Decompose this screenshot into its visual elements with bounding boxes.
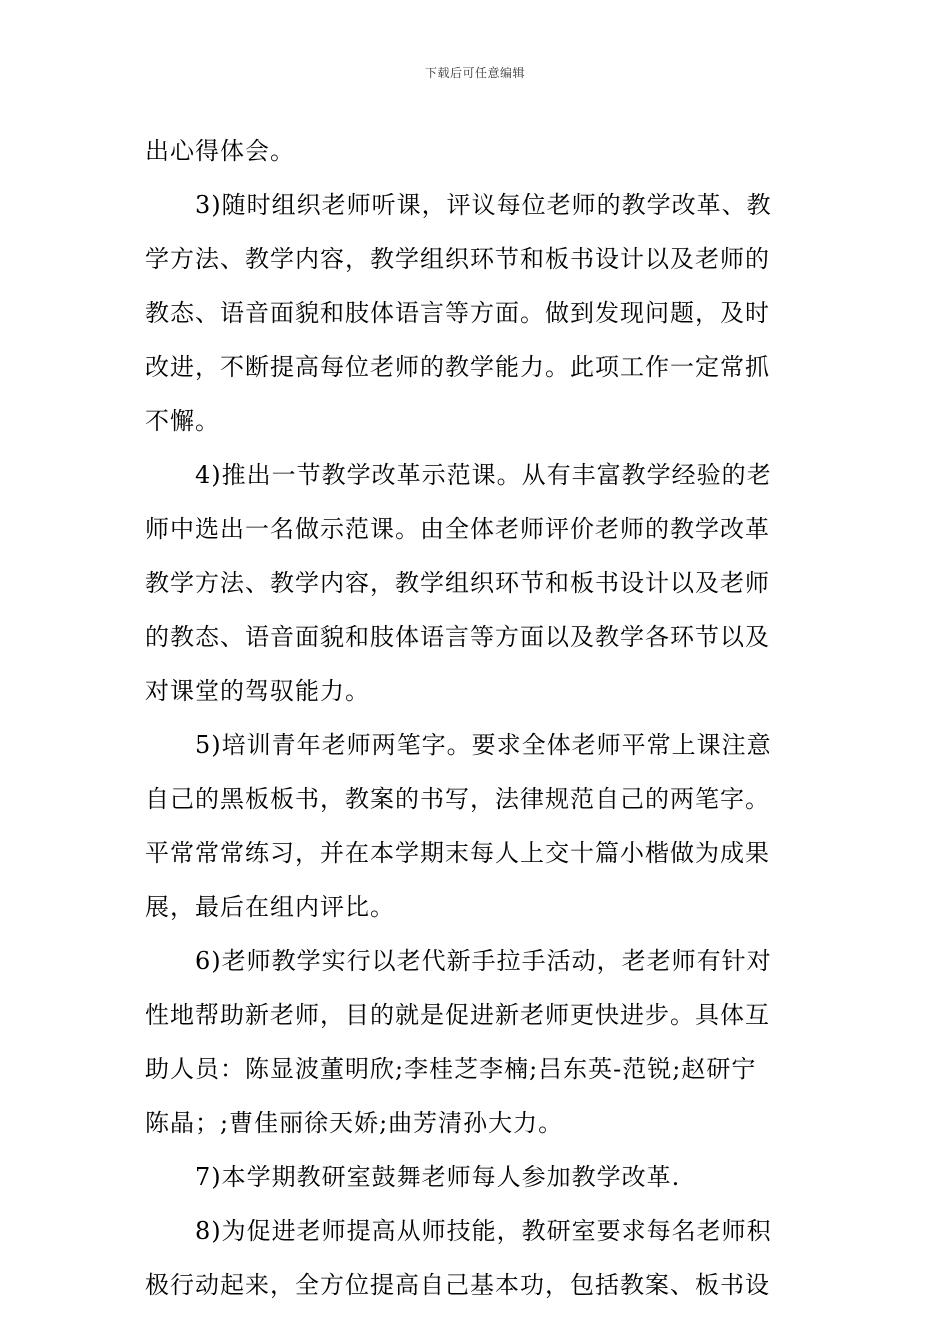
text-line: 不懈。 <box>145 407 220 435</box>
text-line: 对课堂的驾驭能力。 <box>145 677 370 705</box>
paragraph-6-start: 6)老师教学实行以老代新手拉手活动，老老师有针对 <box>195 947 772 975</box>
text-line: 平常常常练习，并在本学期末每人上交十篇小楷做为成果 <box>145 839 770 867</box>
text-line: 教学方法、教学内容，教学组织环节和板书设计以及老师 <box>145 569 770 597</box>
paragraph-5-start: 5)培训青年老师两笔字。要求全体老师平常上课注意 <box>195 731 772 759</box>
page-header: 下载后可任意编辑 <box>424 66 525 80</box>
paragraph-8-start: 8)为促进老师提高从师技能，教研室要求每名老师积 <box>195 1217 772 1245</box>
paragraph-7: 7)本学期教研室鼓舞老师每人参加教学改革. <box>195 1163 681 1191</box>
text-line: 自己的黑板板书，教案的书写，法律规范自己的两笔字。 <box>145 785 770 813</box>
text-line: 陈晶；;曹佳丽徐天娇;曲芳清孙大力。 <box>145 1109 564 1137</box>
text-line: 性地帮助新老师，目的就是促进新老师更快进步。具体互 <box>145 1001 770 1029</box>
text-line: 改进，不断提高每位老师的教学能力。此项工作一定常抓 <box>145 353 770 381</box>
text-line: 学方法、教学内容，教学组织环节和板书设计以及老师的 <box>145 245 770 273</box>
text-line: 助人员：陈显波董明欣;李桂芝李楠;吕东英-范锐;赵研宁 <box>145 1055 757 1083</box>
text-line: 的教态、语音面貌和肢体语言等方面以及教学各环节以及 <box>145 623 770 651</box>
document-body <box>145 124 805 1312</box>
text-line: 展，最后在组内评比。 <box>145 893 395 921</box>
text-line: 出心得体会。 <box>145 137 295 165</box>
paragraph-4-start: 4)推出一节教学改革示范课。从有丰富教学经验的老 <box>195 461 772 489</box>
text-line: 师中选出一名做示范课。由全体老师评价老师的教学改革 <box>145 515 770 543</box>
text-line: 教态、语音面貌和肢体语言等方面。做到发现问题，及时 <box>145 299 770 327</box>
paragraph-3-start: 3)随时组织老师听课，评议每位老师的教学改革、教 <box>195 191 772 219</box>
text-line: 极行动起来，全方位提高自己基本功，包括教案、板书设 <box>145 1271 770 1299</box>
